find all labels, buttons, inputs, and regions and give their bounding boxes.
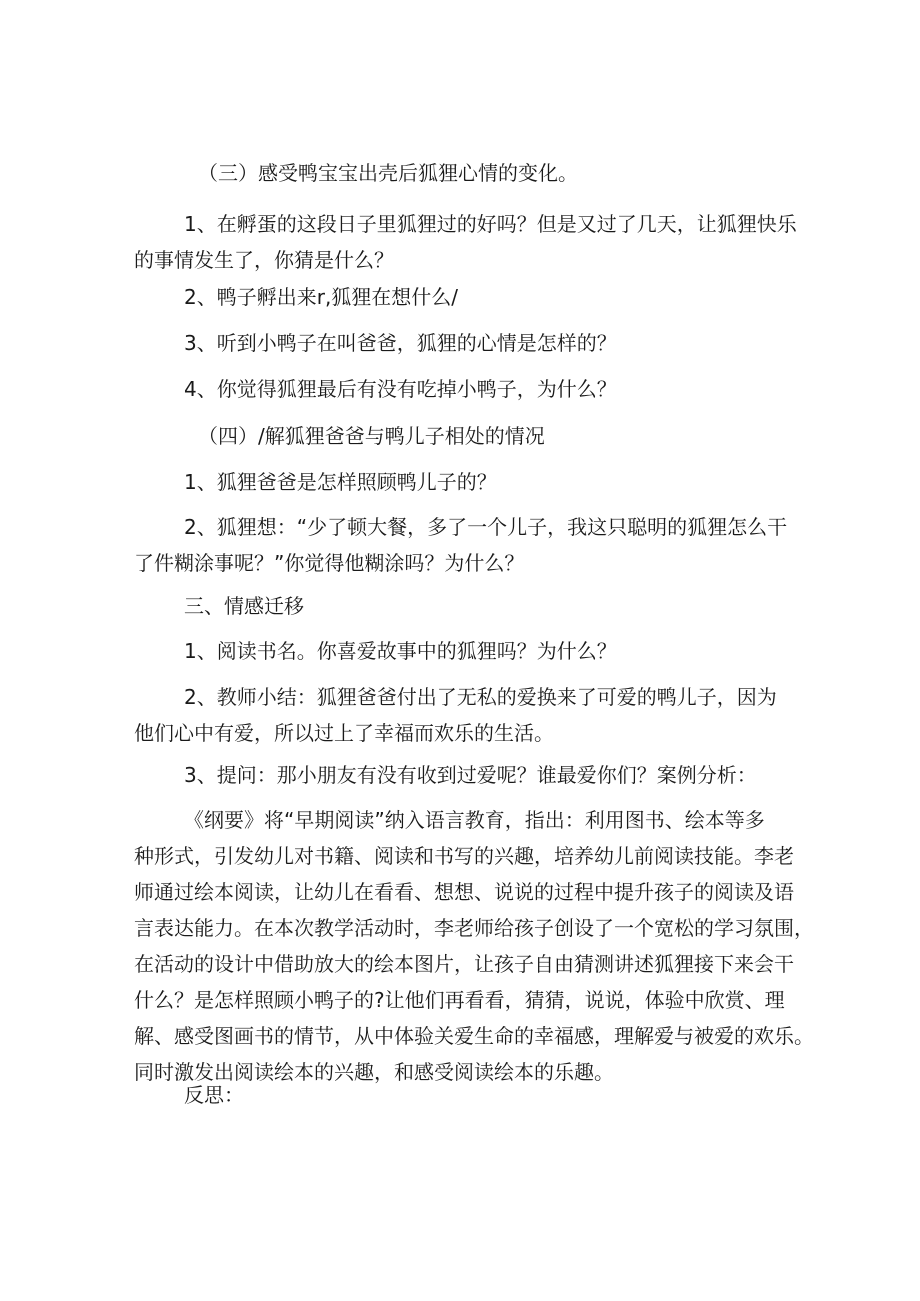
case-analysis-paragraph — [134, 802, 814, 1090]
question-paragraph — [134, 206, 797, 278]
section-heading-4 — [198, 418, 858, 454]
text-line: 他们心中有爱，所以过上了幸福而欢乐的生活。 — [134, 721, 554, 745]
text-line: 1、在孵蛋的这段日子里狐狸过的好吗？但是又过了几天，让狐狸快乐 — [184, 212, 797, 236]
text-line: 三、情感迁移 — [184, 594, 304, 618]
text-line: 3、听到小鸭子在叫爸爸，狐狸的心情是怎样的？ — [184, 331, 617, 355]
question-paragraph — [184, 757, 844, 793]
text-line: 2、狐狸想：“少了顿大餐，多了一个儿子，我这只聪明的狐狸怎么干 — [184, 515, 788, 539]
text-line: 的事情发生了，你猜是什么？ — [134, 248, 394, 272]
reflection-heading — [184, 1077, 844, 1113]
question-paragraph — [184, 279, 844, 315]
text-line: 反思： — [184, 1083, 244, 1107]
text-line: 种形式，引发幼儿对书籍、阅读和书写的兴趣，培养幼儿前阅读技能。李老 — [134, 844, 794, 868]
text-line: 师通过绘本阅读，让幼儿在看看、想想、说说的过程中提升孩子的阅读及语 — [134, 880, 794, 904]
text-line: 4、你觉得狐狸最后有没有吃掉小鸭子，为什么？ — [184, 377, 617, 401]
text-line: 1、狐狸爸爸是怎样照顾鸭儿子的？ — [184, 470, 497, 494]
question-paragraph — [134, 509, 794, 581]
text-line: 在活动的设计中借助放大的绘本图片，让孩子自由猜测讲述狐狸接下来会干 — [134, 952, 794, 976]
summary-paragraph — [134, 679, 794, 751]
text-line: 解、感受图画书的情节，从中体验关爱生命的幸福感，理解爱与被爱的欢乐。 — [134, 1024, 814, 1048]
text-line: 《纲要》将“早期阅读”纳入语言教育，指出：利用图书、绘本等多 — [184, 808, 765, 832]
text-line: 言表达能力。在本次教学活动时，李老师给孩子创设了一个宽松的学习氛围， — [134, 916, 814, 940]
text-line: （三）感受鸭宝宝出壳后狐狸心情的变化。 — [198, 161, 578, 185]
text-line: 同时激发出阅读绘本的兴趣，和感受阅读绘本的乐趣。 — [134, 1060, 614, 1084]
text-line: 了件糊涂事呢？”你觉得他糊涂吗？为什么？ — [134, 551, 525, 575]
text-line: 什么？是怎样照顾小鸭子的?让他们再看看，猜猜，说说，体验中欣赏、理 — [134, 988, 785, 1012]
text-line: 2、鸭子孵出来r,狐狸在想什么/ — [184, 285, 459, 309]
text-line: 2、教师小结：狐狸爸爸付出了无私的爱换来了可爱的鸭儿子，因为 — [184, 685, 777, 709]
question-paragraph — [184, 325, 844, 361]
text-line: 3、提问：那小朋友有没有收到过爱呢？谁最爱你们？案例分析： — [184, 763, 757, 787]
question-paragraph — [184, 371, 844, 407]
question-paragraph — [184, 464, 844, 500]
question-paragraph — [184, 633, 844, 669]
text-line: （四）/解狐狸爸爸与鸭儿子相处的情况 — [198, 424, 545, 448]
section-heading-three — [184, 588, 844, 624]
section-heading-3 — [198, 155, 858, 191]
text-line: 1、阅读书名。你喜爱故事中的狐狸吗？为什么？ — [184, 639, 617, 663]
